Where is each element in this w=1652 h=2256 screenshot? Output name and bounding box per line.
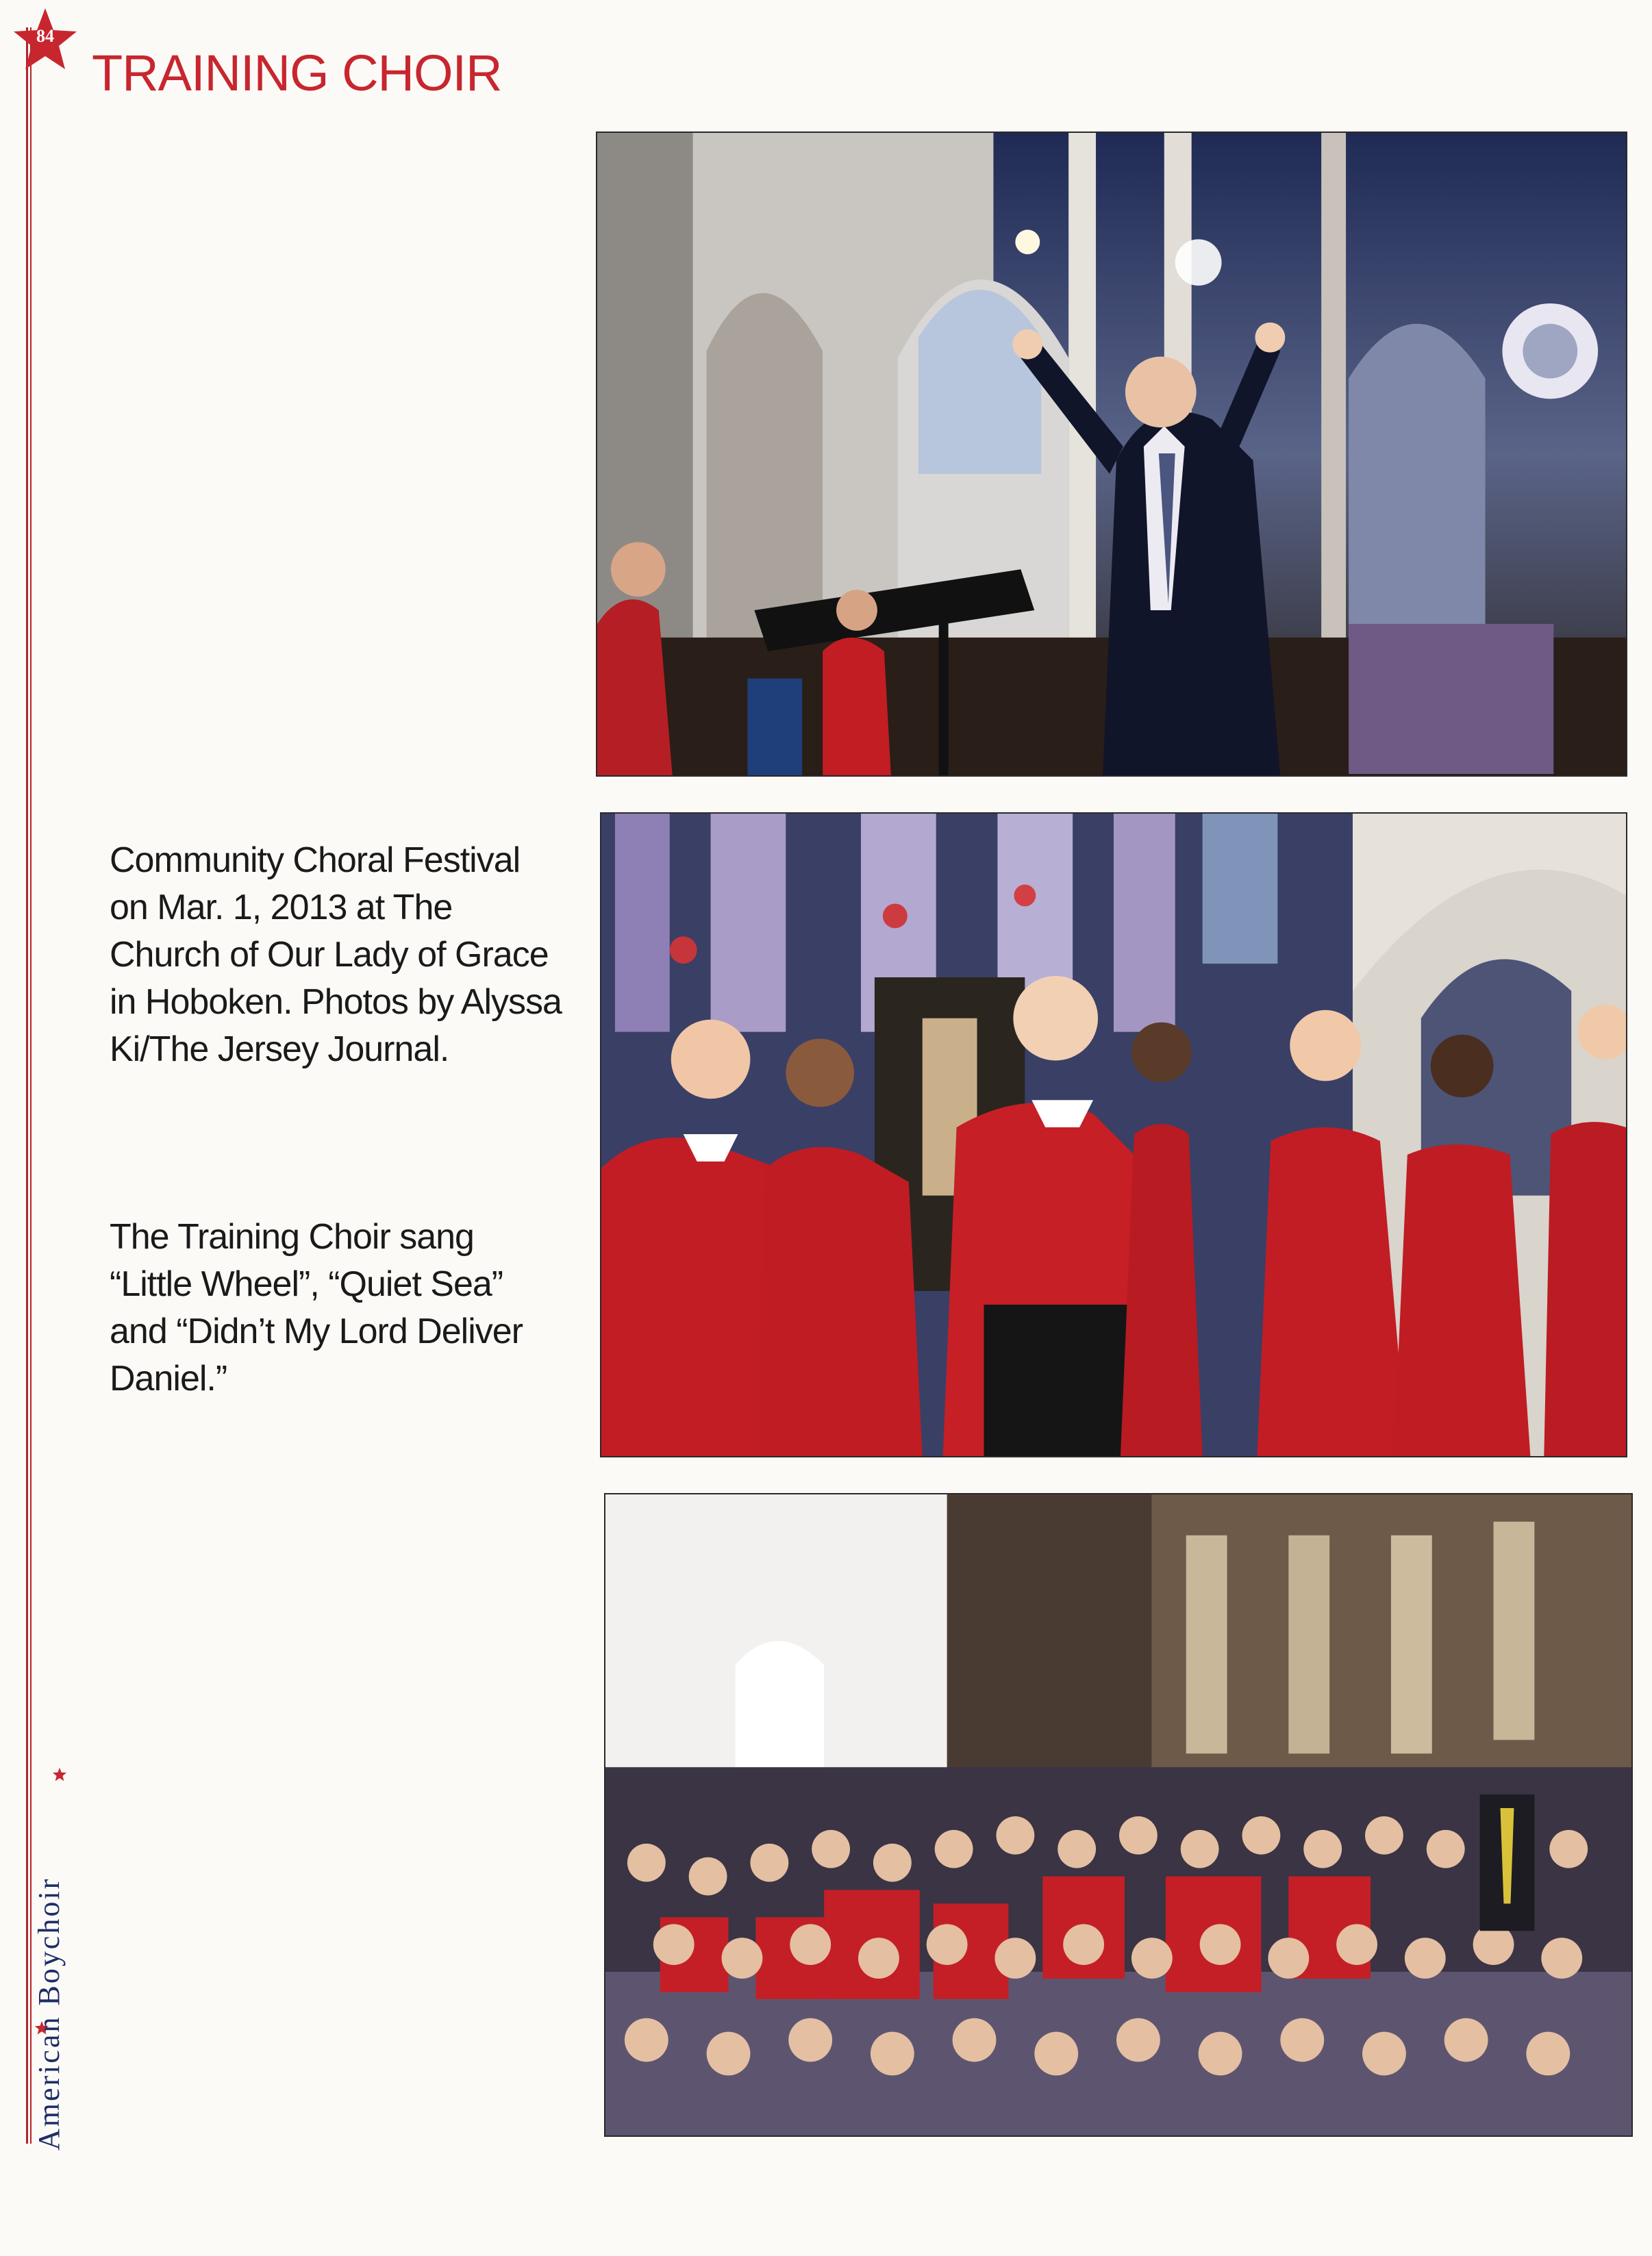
caption-songs: The Training Choir sang “Little Wheel”, “Quiet Sea” and “Didn’t My Lord Deliver Daniel.” (110, 1217, 523, 1399)
page-number: 84 (36, 26, 54, 46)
photo-full-choir (604, 1493, 1633, 2137)
brand-name: American Boychoir (32, 1877, 66, 2151)
photo-conductor (596, 131, 1627, 777)
caption-event: Community Choral Festival on Mar. 1, 2013 at The Church of Our Lady of Grace in Hoboken. Photos by Alyssa Ki/The Jersey Journal. (110, 840, 562, 1069)
photo-boys-singing (600, 812, 1627, 1457)
brand-star-icon (52, 1767, 67, 1782)
section-title: TRAINING CHOIR (92, 45, 502, 101)
spine-rule (26, 27, 32, 2144)
